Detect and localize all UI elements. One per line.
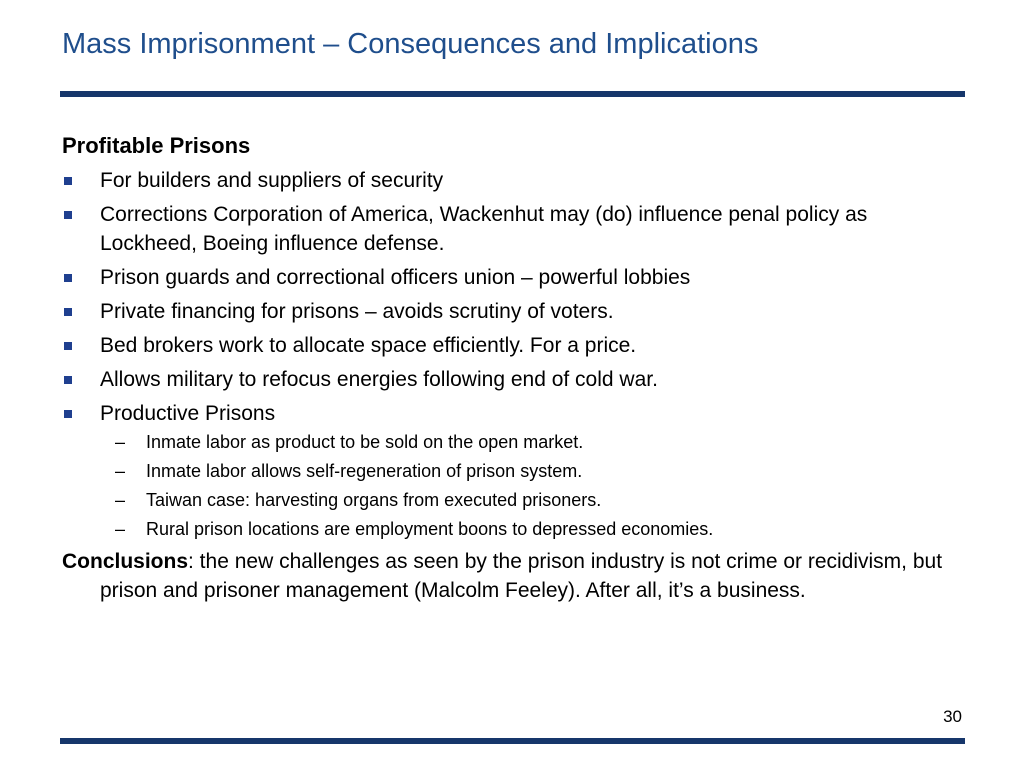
bullet-item (62, 365, 962, 394)
square-bullet-icon (64, 177, 72, 185)
slide-content (62, 131, 962, 605)
sub-bullet-item (100, 459, 962, 484)
square-bullet-icon (64, 211, 72, 219)
sub-bullet-text: Taiwan case: harvesting organs from executed prisoners. (146, 490, 602, 510)
bullet-item (62, 166, 962, 195)
square-bullet-icon (64, 342, 72, 350)
bullet-list (62, 166, 962, 542)
bullet-text: Prison guards and correctional officers union – powerful lobbies (100, 266, 691, 289)
bullet-text: Productive Prisons (100, 402, 276, 425)
square-bullet-icon (64, 274, 72, 282)
bullet-text: Allows military to refocus energies following end of cold war. (100, 368, 658, 391)
sub-bullet-text: Inmate labor allows self-regeneration of prison system. (146, 461, 583, 481)
sub-bullet-text: Rural prison locations are employment boons to depressed economies. (146, 519, 714, 539)
slide-title: Mass Imprisonment – Consequences and Implications (62, 28, 759, 60)
sub-bullet-item (100, 517, 962, 542)
sub-bullet-list (100, 430, 962, 542)
square-bullet-icon (64, 410, 72, 418)
bullet-item (62, 263, 962, 292)
dash-bullet-icon: – (115, 490, 126, 510)
bullet-item (62, 200, 962, 258)
sub-bullet-text: Inmate labor as product to be sold on the open market. (146, 432, 584, 452)
bullet-item (62, 399, 962, 542)
footer-divider (60, 738, 965, 744)
square-bullet-icon (64, 308, 72, 316)
conclusion-text: : the new challenges as seen by the prison industry is not crime or recidivism, but prison and prisoner management (Malcolm Feeley). After all, it’s a business. (100, 550, 943, 602)
bullet-text: Corrections Corporation of America, Wackenhut may (do) influence penal policy as Lockheed, Boeing influence defense. (100, 203, 868, 255)
section-heading: Profitable Prisons (62, 133, 251, 158)
bullet-text: Private financing for prisons – avoids scrutiny of voters. (100, 300, 614, 323)
square-bullet-icon (64, 376, 72, 384)
conclusion-paragraph (62, 547, 962, 605)
bullet-text: Bed brokers work to allocate space efficiently. For a price. (100, 334, 637, 357)
dash-bullet-icon: – (115, 519, 126, 539)
bullet-text: For builders and suppliers of security (100, 169, 444, 192)
sub-bullet-item (100, 488, 962, 513)
dash-bullet-icon: – (115, 461, 126, 481)
bullet-item (62, 297, 962, 326)
title-divider (60, 91, 965, 97)
bullet-item (62, 331, 962, 360)
dash-bullet-icon: – (115, 432, 126, 452)
page-number: 30 (943, 707, 962, 726)
conclusion-label: Conclusions (62, 550, 189, 573)
sub-bullet-item (100, 430, 962, 455)
